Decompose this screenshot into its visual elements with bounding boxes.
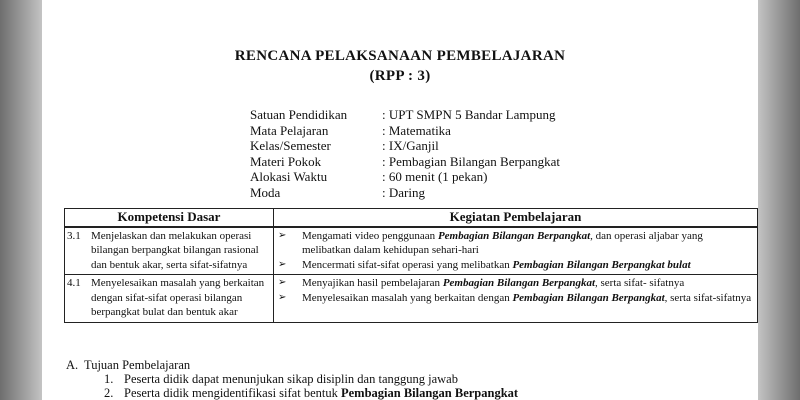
arrow-bullet-icon: ➢	[278, 258, 287, 270]
info-value: : UPT SMPN 5 Bandar Lampung	[382, 107, 556, 122]
info-label: Moda	[250, 184, 281, 200]
activity-text: , dan operasi aljabar yang melibatkan dalam kehidupan sehari-hari	[302, 229, 703, 256]
kd-number: 3.1	[67, 229, 81, 242]
learning-objectives	[66, 358, 518, 400]
document-page	[42, 0, 758, 400]
kd-cell	[65, 227, 274, 275]
arrow-bullet-icon: ➢	[278, 229, 287, 241]
info-value: : Pembagian Bilangan Berpangkat	[382, 153, 560, 169]
activity-text: Mencermati sifat-sifat operasi yang melibatkan	[302, 258, 513, 271]
info-row	[250, 169, 560, 185]
info-label: Kelas/Semester	[250, 138, 331, 154]
goal-text: Peserta didik mengidentifikasi sifat bentuk	[124, 386, 341, 400]
activity-text: Mengamati video penggunaan	[302, 229, 438, 242]
activity-emphasis: Pembagian Bilangan Berpangkat	[437, 229, 591, 242]
info-label: Alokasi Waktu	[250, 169, 328, 185]
activity-emphasis: Pembagian Bilangan Berpangkat	[512, 291, 665, 304]
info-label: Mata Pelajaran	[250, 122, 329, 138]
activity-emphasis: Pembagian Bilangan Berpangkat	[442, 277, 596, 289]
list-item	[104, 386, 518, 400]
left-viewer-margin	[0, 0, 42, 400]
kd-text: Menjelaskan dan melakukan operasi bilangan berpangkat bilangan rasional dan bentuk akar, serta sifat-sifatnya	[91, 229, 259, 271]
info-label: Materi Pokok	[250, 153, 322, 169]
info-value: : 60 menit (1 pekan)	[382, 169, 488, 185]
info-row	[250, 138, 560, 154]
table-row	[65, 275, 758, 323]
info-label: Satuan Pendidikan	[250, 107, 348, 122]
arrow-bullet-icon: ➢	[278, 277, 287, 288]
kd-text: Menyelesaikan masalah yang berkaitan dengan sifat-sifat operasi bilangan berpangkat bulat dan bentuk akar	[91, 277, 265, 318]
info-value: : Matematika	[382, 122, 451, 138]
activities-cell	[274, 227, 758, 275]
section-heading: Tujuan Pembelajaran	[84, 358, 191, 372]
competency-table	[64, 208, 758, 323]
info-row	[250, 123, 560, 139]
info-value: : IX/Ganjil	[382, 138, 439, 154]
goal-number: 1.	[104, 372, 114, 386]
activity-text: , serta sifat-sifatnya	[664, 291, 752, 304]
right-viewer-margin	[758, 0, 800, 400]
activity-item	[276, 258, 753, 273]
section-letter: A.	[66, 358, 79, 372]
goal-number: 2.	[104, 386, 114, 400]
table-header-row	[65, 209, 758, 227]
info-row	[250, 107, 560, 123]
info-block	[250, 107, 560, 201]
activity-text: Menyajikan hasil pembelajaran	[302, 277, 443, 289]
activities-cell	[274, 275, 758, 323]
arrow-bullet-icon: ➢	[278, 291, 287, 303]
table-row	[65, 227, 758, 275]
activity-emphasis: Pembagian Bilangan Berpangkat bulat	[512, 258, 691, 271]
activity-text: , serta sifat- sifatnya	[595, 277, 685, 289]
activity-item	[276, 229, 753, 258]
activity-item	[276, 291, 753, 306]
kd-number: 4.1	[67, 277, 81, 289]
goal-bold-text: Pembagian Bilangan Berpangkat	[340, 386, 519, 400]
kd-cell	[65, 275, 274, 323]
info-row	[250, 185, 560, 201]
document-subtitle: (RPP : 3)	[369, 68, 431, 84]
list-item	[104, 372, 518, 386]
column-header-kegiatan: Kegiatan Pembelajaran	[274, 209, 758, 227]
activity-text: Menyelesaikan masalah yang berkaitan dengan	[302, 291, 513, 304]
column-header-kompetensi: Kompetensi Dasar	[65, 209, 274, 227]
goal-text: Peserta didik dapat menunjukan sikap disiplin dan tanggung jawab	[124, 372, 458, 386]
activity-item	[276, 276, 753, 291]
info-value: : Daring	[382, 184, 425, 200]
document-title: RENCANA PELAKSANAAN PEMBELAJARAN	[234, 48, 566, 64]
info-row	[250, 154, 560, 170]
